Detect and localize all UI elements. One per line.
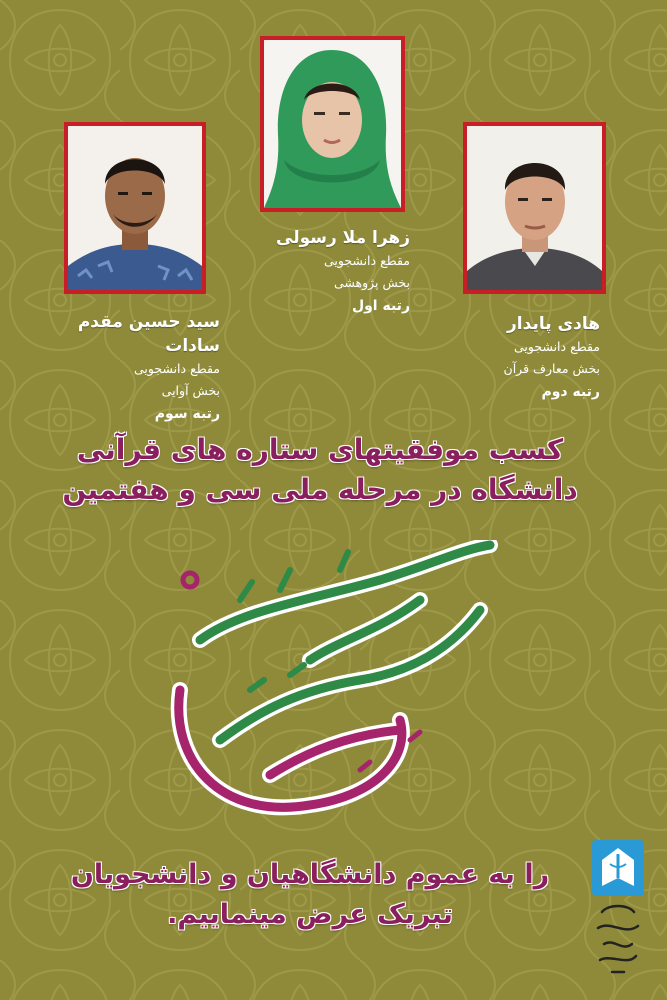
person-right [440,312,600,404]
photo-right [463,122,606,294]
photo-left [64,122,206,294]
person-section: بخش پژوهشی [333,275,410,290]
person-rank: رتبه دوم [541,384,600,400]
person-level: مقطع دانشجویی [514,339,600,354]
person-level: مقطع دانشجویی [134,361,220,376]
person-name: سید حسین مقدم سادات [77,312,220,356]
footer-line-2: تبریک عرض مینماییم. [167,899,453,930]
headline-line-2: دانشگاه در مرحله ملی سی و هفتمین [62,473,578,506]
calligraphy-logo [160,540,520,840]
person-section: بخش معارف قرآن [503,361,600,376]
headline-line-1: کسب موفقیتهای ستاره های قرآنی [76,433,564,466]
person-center [230,226,410,318]
person-level: مقطع دانشجویی [324,253,410,268]
person-section: بخش آوایی [161,383,220,398]
footer-line-1: را به عموم دانشگاهیان و دانشجویان [70,859,550,890]
quran-emblem-icon [588,840,648,980]
person-rank: رتبه سوم [154,406,220,422]
person-name: هادی پایدار [507,314,600,334]
person-name: زهرا ملا رسولی [276,228,410,248]
person-rank: رتبه اول [351,298,410,314]
photo-center [260,36,405,212]
person-left [20,310,220,426]
